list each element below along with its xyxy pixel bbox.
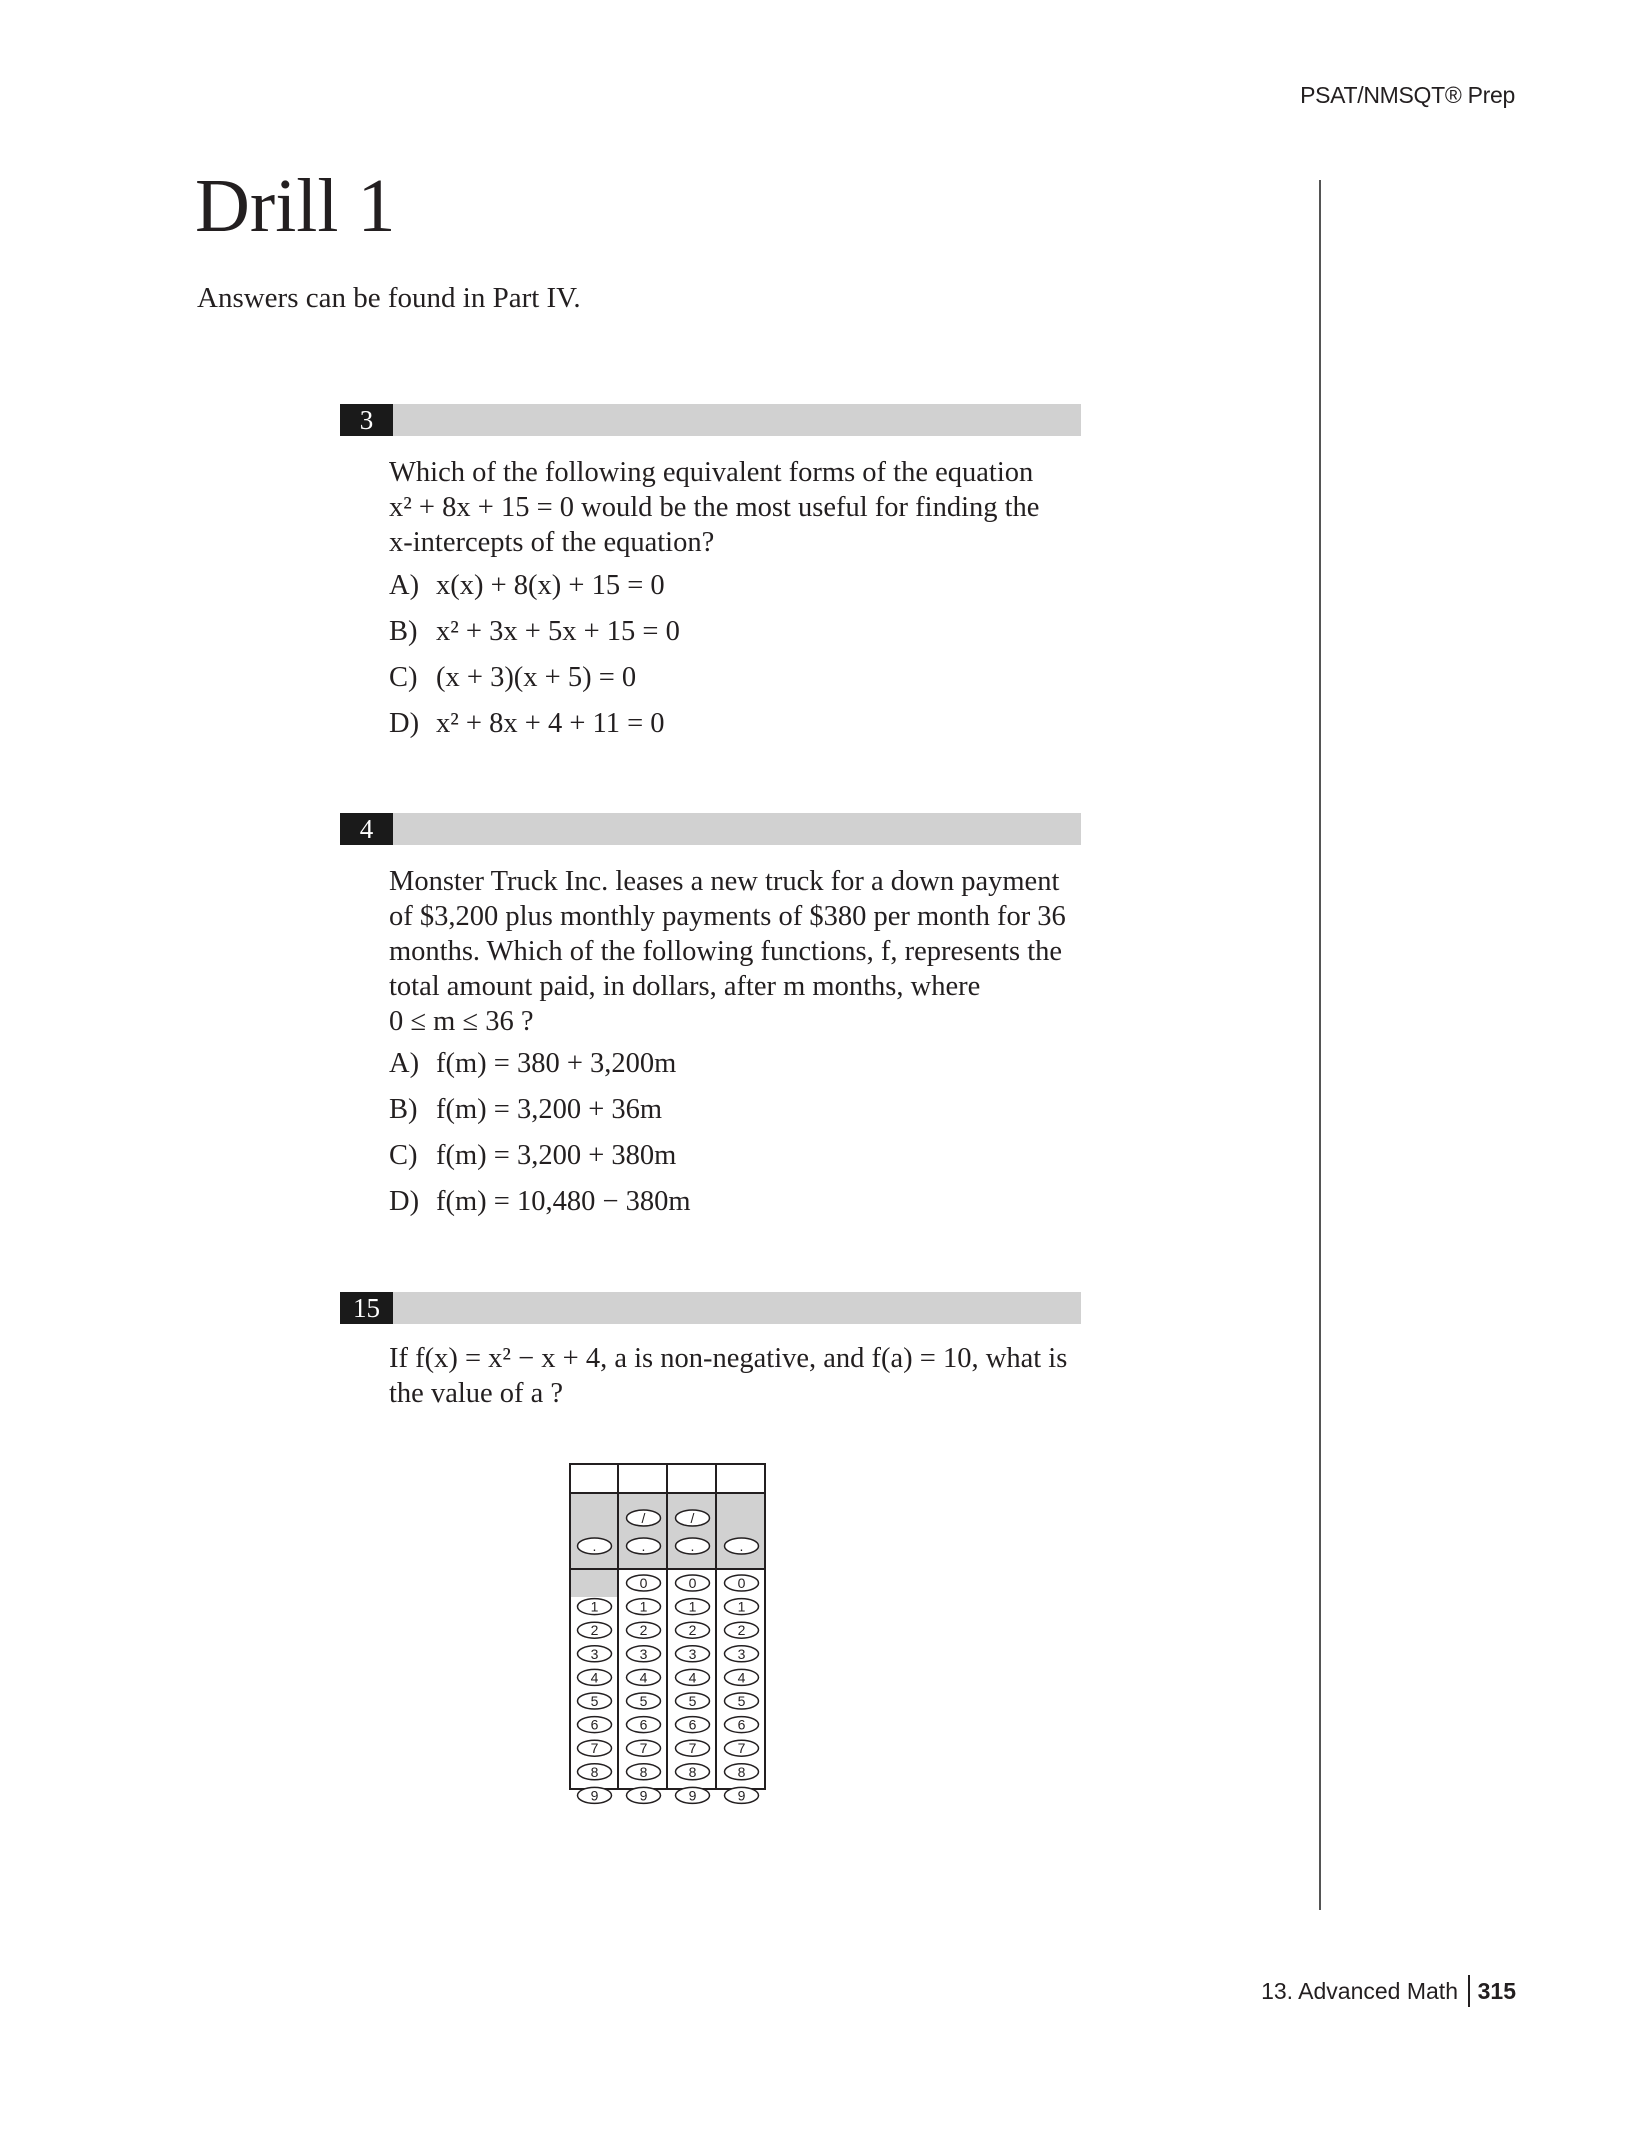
digit-label: 4: [688, 1669, 697, 1686]
digit-label: 2: [590, 1622, 599, 1639]
choice-label: C): [389, 1140, 418, 1171]
vertical-rule: [1319, 180, 1321, 1910]
digit-label: 5: [737, 1693, 746, 1709]
question-line: x-intercepts of the equation?: [389, 527, 715, 558]
digit-label: 3: [590, 1645, 599, 1662]
digit-label: 6: [688, 1716, 697, 1733]
digit-label: 9: [688, 1787, 697, 1804]
question-stem: [389, 864, 1089, 1039]
question-line: 0 ≤ m ≤ 36 ?: [389, 1006, 534, 1037]
question-line: Monster Truck Inc. leases a new truck for a down payment: [389, 866, 1060, 897]
digit-label: 7: [590, 1740, 599, 1757]
choice-label: A): [389, 1048, 420, 1079]
grid-in-svg: [569, 1463, 766, 1804]
question-line: the value of a ?: [389, 1378, 564, 1409]
digit-label: 2: [639, 1622, 648, 1639]
digit-label: 1: [639, 1598, 648, 1615]
choice-label: B): [389, 616, 418, 647]
digit-label: 0: [737, 1575, 746, 1591]
choice-text: f(m) = 3,200 + 36m: [436, 1094, 663, 1125]
digit-label: 9: [639, 1787, 648, 1804]
answer-choice[interactable]: [389, 1092, 662, 1127]
choice-label: D): [389, 1186, 420, 1217]
digit-label: 0: [639, 1575, 648, 1591]
digit-label: 1: [737, 1598, 746, 1615]
digit-label: 5: [639, 1693, 648, 1709]
digit-label: 0: [688, 1575, 697, 1591]
choice-label: D): [389, 708, 420, 739]
choice-label: A): [389, 570, 420, 601]
empty-zero-cell-shade: [570, 1569, 618, 1597]
digit-label: 5: [688, 1693, 697, 1709]
choice-text: f(m) = 10,480 − 380m: [436, 1186, 691, 1217]
question-number: 15: [340, 1292, 393, 1324]
question-number: 3: [340, 404, 393, 436]
footer-separator: [1468, 1975, 1470, 2007]
choice-text: f(m) = 3,200 + 380m: [436, 1140, 677, 1171]
choice-text: x² + 3x + 5x + 15 = 0: [436, 616, 680, 647]
choice-label: C): [389, 662, 418, 693]
digit-label: 1: [688, 1598, 697, 1615]
question-number: 4: [340, 813, 393, 845]
answer-choice[interactable]: [389, 1184, 691, 1219]
footer: [1260, 1975, 1516, 2009]
answer-choice[interactable]: [389, 614, 680, 649]
digit-label: 2: [737, 1622, 746, 1639]
question-line: If f(x) = x² − x + 4, a is non-negative, and f(a) = 10, what is: [389, 1343, 1068, 1374]
digit-label: 8: [590, 1763, 599, 1780]
digit-label: 6: [737, 1716, 746, 1733]
decimal-label: .: [739, 1538, 744, 1554]
digit-label: 6: [590, 1716, 599, 1733]
footer-chapter: 13. Advanced Math: [1261, 1978, 1458, 2004]
answer-choice[interactable]: [389, 1138, 676, 1173]
decimal-label: .: [592, 1538, 597, 1554]
page-title: Drill 1: [195, 164, 396, 248]
digit-label: 3: [639, 1645, 648, 1662]
digit-label: 7: [639, 1740, 648, 1757]
answer-choice[interactable]: [389, 568, 665, 603]
question-line: months. Which of the following functions, f, represents the: [389, 936, 1063, 967]
digit-label: 7: [688, 1740, 697, 1757]
digit-label: 3: [737, 1645, 746, 1662]
digit-label: 9: [590, 1787, 599, 1804]
decimal-label: .: [690, 1538, 695, 1554]
question-stem: [389, 455, 1089, 560]
answers-note: Answers can be found in Part IV.: [197, 282, 581, 314]
digit-label: 3: [688, 1645, 697, 1662]
digit-label: 2: [688, 1622, 697, 1639]
question-line: of $3,200 plus monthly payments of $380 per month for 36: [389, 901, 1066, 932]
question-line: x² + 8x + 15 = 0 would be the most useful for finding the: [389, 492, 1040, 523]
answer-grid: [569, 1463, 766, 1804]
digit-label: 9: [737, 1787, 746, 1804]
decimal-label: .: [641, 1538, 646, 1554]
choice-text: f(m) = 380 + 3,200m: [436, 1048, 677, 1079]
digit-label: 6: [639, 1716, 648, 1733]
digit-label: 8: [639, 1763, 648, 1780]
fraction-label: /: [690, 1510, 695, 1526]
digit-label: 4: [737, 1669, 746, 1686]
answer-choice[interactable]: [389, 706, 665, 741]
question-line: total amount paid, in dollars, after m months, where: [389, 971, 981, 1002]
running-head: PSAT/NMSQT® Prep: [1300, 82, 1515, 108]
question-header-bar: [340, 813, 1081, 845]
digit-label: 8: [737, 1763, 746, 1780]
choice-text: x(x) + 8(x) + 15 = 0: [436, 570, 665, 601]
digit-label: 1: [590, 1598, 599, 1615]
question-header-bar: [340, 404, 1081, 436]
answer-choice[interactable]: [389, 660, 636, 695]
digit-label: 4: [639, 1669, 648, 1686]
digit-label: 4: [590, 1669, 599, 1686]
question-header-bar: [340, 1292, 1081, 1324]
choice-text: x² + 8x + 4 + 11 = 0: [436, 708, 665, 739]
fraction-label: /: [641, 1510, 646, 1526]
choice-label: B): [389, 1094, 418, 1125]
page-number: 315: [1477, 1978, 1516, 2004]
digit-label: 8: [688, 1763, 697, 1780]
question-line: Which of the following equivalent forms of the equation: [389, 457, 1034, 488]
digit-label: 7: [737, 1740, 746, 1757]
digit-label: 5: [590, 1693, 599, 1709]
question-stem: [389, 1341, 1089, 1411]
answer-choice[interactable]: [389, 1046, 676, 1081]
choice-text: (x + 3)(x + 5) = 0: [436, 662, 637, 693]
